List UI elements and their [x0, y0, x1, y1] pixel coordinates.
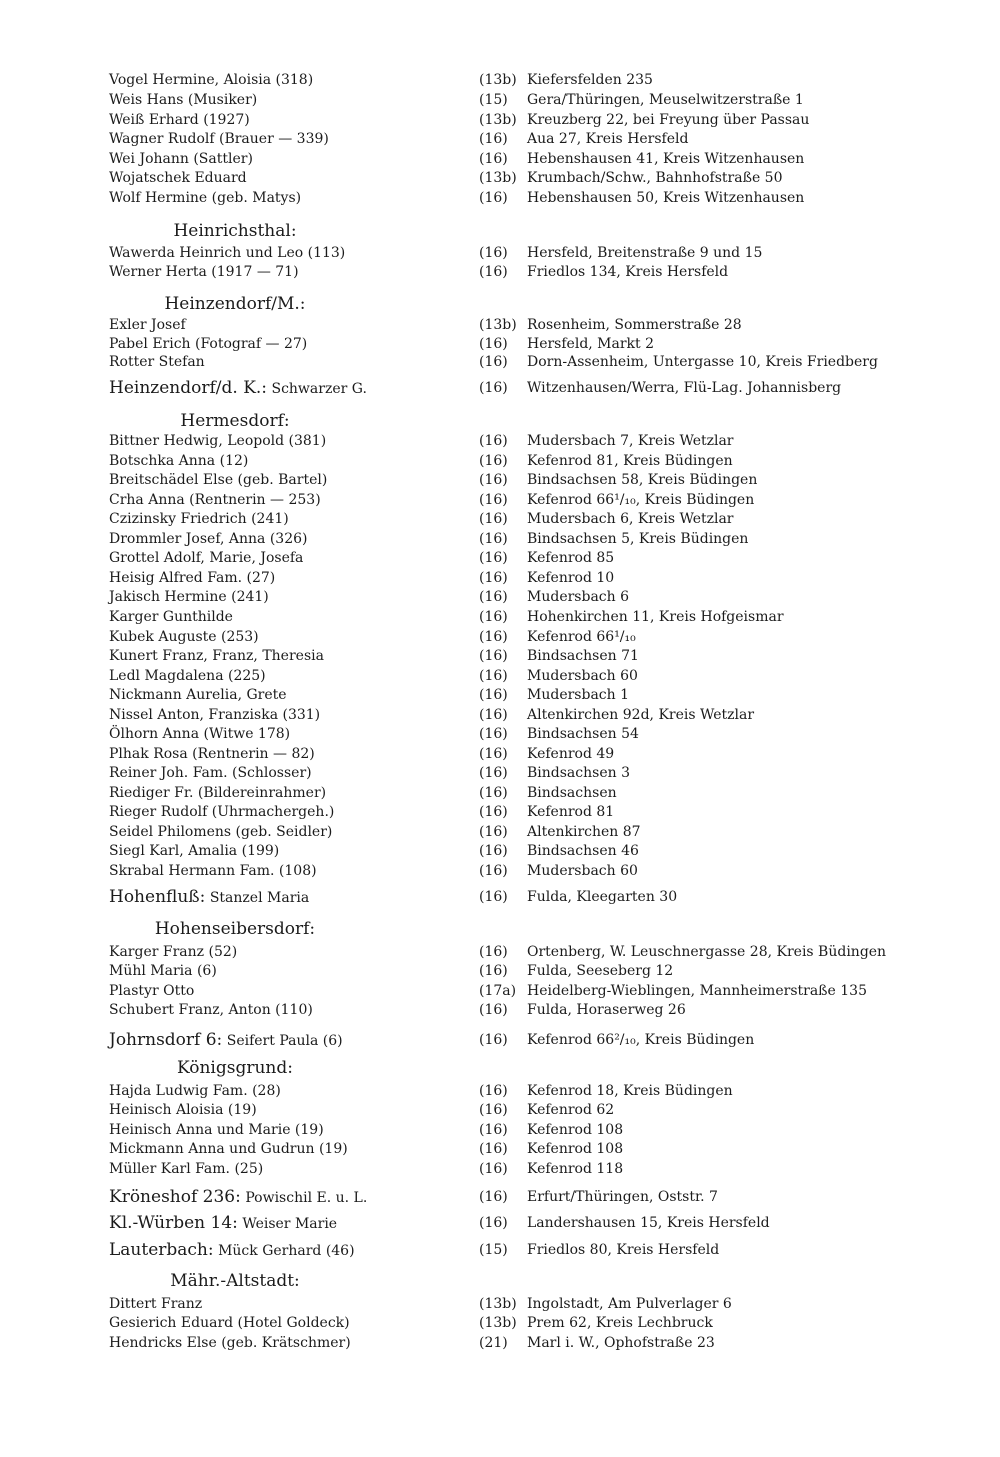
address: Bindsachsen 71: [527, 648, 639, 664]
list-item: [0, 822, 1000, 842]
person-name: Heisig Alfred Fam. (27): [109, 570, 276, 586]
postal-zone: (16): [479, 629, 508, 645]
person-name: Nissel Anton, Franziska (331): [109, 707, 321, 723]
person-name: Schubert Franz, Anton (110): [109, 1002, 313, 1018]
list-item: [0, 129, 1000, 149]
address: Kefenrod 85: [527, 550, 615, 566]
person-name: Siegl Karl, Amalia (199): [109, 843, 280, 859]
address: Hebenshausen 50, Kreis Witzenhausen: [527, 190, 805, 206]
address: Heidelberg-Wieblingen, Mannheimerstraße 135: [527, 983, 867, 999]
list-item: [0, 724, 1000, 744]
person-name: Stanzel Maria: [209, 890, 310, 906]
postal-zone: (16): [479, 264, 508, 280]
list-item: [0, 378, 1000, 398]
postal-zone: (16): [479, 245, 508, 261]
address: Fulda, Horaserweg 26: [527, 1002, 686, 1018]
list-item: [0, 168, 1000, 188]
postal-zone: (13b): [479, 1315, 517, 1331]
list-item: [0, 1139, 1000, 1159]
address: Krumbach/Schw., Bahnhofstraße 50: [527, 170, 783, 186]
list-item: [0, 315, 1000, 335]
postal-zone: (17a): [479, 983, 517, 999]
address: Hersfeld, Breitenstraße 9 und 15: [527, 245, 763, 261]
list-item: [0, 783, 1000, 803]
postal-zone: (13b): [479, 112, 517, 128]
postal-zone: (16): [479, 824, 508, 840]
person-name: Werner Herta (1917 — 71): [109, 264, 299, 280]
list-item: [0, 243, 1000, 263]
postal-zone: (16): [479, 472, 508, 488]
person-name: Vogel Hermine, Aloisia (318): [109, 72, 314, 88]
address: Bindsachsen 3: [527, 765, 630, 781]
address: Fulda, Kleegarten 30: [527, 889, 678, 905]
list-item: [0, 587, 1000, 607]
postal-zone: (13b): [479, 72, 517, 88]
postal-zone: (16): [479, 531, 508, 547]
person-name: Weiser Marie: [242, 1216, 338, 1232]
list-item: [0, 568, 1000, 588]
address: Mudersbach 1: [527, 687, 629, 703]
address: Kefenrod 108: [527, 1141, 624, 1157]
list-item: [0, 1159, 1000, 1179]
address: Aua 27, Kreis Hersfeld: [527, 131, 689, 147]
list-item: [0, 1213, 1000, 1233]
person-name: Seidel Philomens (geb. Seidler): [109, 824, 333, 840]
postal-zone: (16): [479, 1002, 508, 1018]
postal-zone: (16): [479, 609, 508, 625]
person-name: Rotter Stefan: [109, 354, 205, 370]
person-name: Pabel Erich (Fotograf — 27): [109, 336, 308, 352]
list-item: [0, 262, 1000, 282]
list-item: [0, 529, 1000, 549]
postal-zone: (16): [479, 1189, 508, 1205]
list-item: [0, 470, 1000, 490]
person-name: Wolf Hermine (geb. Matys): [109, 190, 302, 206]
address: Bindsachsen 58, Kreis Büdingen: [527, 472, 758, 488]
postal-zone: (13b): [479, 170, 517, 186]
address: Kefenrod 66²/₁₀, Kreis Büdingen: [527, 1032, 755, 1048]
place-heading: Johrnsdorf 6:: [109, 1030, 223, 1050]
person-name: Reiner Joh. Fam. (Schlosser): [109, 765, 312, 781]
person-name: Dittert Franz: [109, 1296, 203, 1312]
address: Marl i. W., Ophofstraße 23: [527, 1335, 715, 1351]
place-heading: Heinrichsthal:: [173, 221, 297, 241]
list-item: [0, 607, 1000, 627]
postal-zone: (16): [479, 963, 508, 979]
address: Mudersbach 60: [527, 668, 638, 684]
address: Kefenrod 108: [527, 1122, 624, 1138]
person-name: Ledl Magdalena (225): [109, 668, 266, 684]
postal-zone: (16): [479, 765, 508, 781]
list-item: [0, 802, 1000, 822]
place-heading: Kl.-Würben 14:: [109, 1213, 238, 1233]
place-heading: Hohenfluß:: [109, 887, 206, 907]
address: Kiefersfelden 235: [527, 72, 653, 88]
person-name: Hendricks Else (geb. Krätschmer): [109, 1335, 351, 1351]
list-item: [0, 841, 1000, 861]
person-name: Bittner Hedwig, Leopold (381): [109, 433, 327, 449]
address: Erfurt/Thüringen, Oststr. 7: [527, 1189, 718, 1205]
address: Dorn-Assenheim, Untergasse 10, Kreis Friedberg: [527, 354, 878, 370]
list-item: [0, 334, 1000, 354]
list-item: [0, 490, 1000, 510]
address: Ingolstadt, Am Pulverlager 6: [527, 1296, 732, 1312]
person-name: Breitschädel Else (geb. Bartel): [109, 472, 328, 488]
address: Ortenberg, W. Leuschnergasse 28, Kreis Büdingen: [527, 944, 887, 960]
address: Altenkirchen 87: [527, 824, 641, 840]
list-item: [0, 90, 1000, 110]
address: Gera/Thüringen, Meuselwitzerstraße 1: [527, 92, 804, 108]
postal-zone: (16): [479, 1102, 508, 1118]
postal-zone: (16): [479, 550, 508, 566]
postal-zone: (16): [479, 843, 508, 859]
address: Friedlos 80, Kreis Hersfeld: [527, 1242, 720, 1258]
postal-zone: (16): [479, 492, 508, 508]
postal-zone: (16): [479, 354, 508, 370]
address: Fulda, Seeseberg 12: [527, 963, 674, 979]
person-name: Kunert Franz, Franz, Theresia: [109, 648, 324, 664]
postal-zone: (16): [479, 453, 508, 469]
postal-zone: (16): [479, 151, 508, 167]
person-name: Kubek Auguste (253): [109, 629, 259, 645]
person-name: Mickmann Anna und Gudrun (19): [109, 1141, 348, 1157]
postal-zone: (16): [479, 131, 508, 147]
postal-zone: (16): [479, 1141, 508, 1157]
list-item: [0, 627, 1000, 647]
list-item: [0, 1333, 1000, 1353]
person-name: Weis Hans (Musiker): [109, 92, 258, 108]
list-item: [0, 451, 1000, 471]
list-item: [0, 1000, 1000, 1020]
postal-zone: (16): [479, 380, 508, 396]
postal-zone: (16): [479, 336, 508, 352]
person-name: Wagner Rudolf (Brauer — 339): [109, 131, 329, 147]
address: Bindsachsen: [527, 785, 617, 801]
postal-zone: (15): [479, 92, 508, 108]
list-item: [0, 431, 1000, 451]
list-item: [0, 1081, 1000, 1101]
list-item: [0, 1240, 1000, 1260]
address: Kefenrod 118: [527, 1161, 624, 1177]
address: Hersfeld, Markt 2: [527, 336, 655, 352]
postal-zone: (16): [479, 1032, 508, 1048]
address: Landershausen 15, Kreis Hersfeld: [527, 1215, 770, 1231]
list-item: [0, 861, 1000, 881]
postal-zone: (16): [479, 190, 508, 206]
list-item: [0, 1313, 1000, 1333]
postal-zone: (16): [479, 589, 508, 605]
person-name: Heinisch Aloisia (19): [109, 1102, 257, 1118]
place-heading: Kröneshof 236:: [109, 1187, 241, 1207]
list-item: [0, 149, 1000, 169]
place-heading: Heinzendorf/d. K.:: [109, 378, 268, 398]
address: Kreuzberg 22, bei Freyung über Passau: [527, 112, 810, 128]
list-item: [0, 70, 1000, 90]
list-item: [0, 666, 1000, 686]
postal-zone: (16): [479, 804, 508, 820]
postal-zone: (13b): [479, 317, 517, 333]
address: Bindsachsen 46: [527, 843, 639, 859]
postal-zone: (16): [479, 1215, 508, 1231]
address: Rosenheim, Sommerstraße 28: [527, 317, 742, 333]
postal-zone: (21): [479, 1335, 508, 1351]
list-item: [0, 1030, 1000, 1050]
person-name: Weiß Erhard (1927): [109, 112, 250, 128]
address: Mudersbach 6: [527, 589, 629, 605]
person-name: Karger Gunthilde: [109, 609, 233, 625]
postal-zone: (16): [479, 889, 508, 905]
person-name: Riediger Fr. (Bildereinrahmer): [109, 785, 327, 801]
person-name: Grottel Adolf, Marie, Josefa: [109, 550, 304, 566]
address: Kefenrod 10: [527, 570, 615, 586]
list-item: [0, 981, 1000, 1001]
address: Altenkirchen 92d, Kreis Wetzlar: [527, 707, 755, 723]
person-name: Czizinsky Friedrich (241): [109, 511, 289, 527]
list-item: [0, 887, 1000, 907]
postal-zone: (16): [479, 648, 508, 664]
address: Prem 62, Kreis Lechbruck: [527, 1315, 713, 1331]
postal-zone: (16): [479, 707, 508, 723]
address: Kefenrod 81, Kreis Büdingen: [527, 453, 733, 469]
place-heading: Lauterbach:: [109, 1240, 214, 1260]
postal-zone: (16): [479, 1161, 508, 1177]
person-name: Crha Anna (Rentnerin — 253): [109, 492, 321, 508]
address: Kefenrod 66¹/₁₀: [527, 629, 636, 645]
postal-zone: (15): [479, 1242, 508, 1258]
postal-zone: (16): [479, 1122, 508, 1138]
person-name: Seifert Paula (6): [226, 1033, 343, 1049]
list-item: [0, 685, 1000, 705]
address: Mudersbach 6, Kreis Wetzlar: [527, 511, 734, 527]
person-name: Müller Karl Fam. (25): [109, 1161, 264, 1177]
postal-zone: (16): [479, 746, 508, 762]
person-name: Nickmann Aurelia, Grete: [109, 687, 287, 703]
address: Kefenrod 49: [527, 746, 615, 762]
person-name: Exler Josef: [109, 317, 186, 333]
person-name: Ölhorn Anna (Witwe 178): [109, 726, 291, 742]
list-item: [0, 744, 1000, 764]
person-name: Skrabal Hermann Fam. (108): [109, 863, 317, 879]
address: Bindsachsen 54: [527, 726, 639, 742]
person-name: Mühl Maria (6): [109, 963, 217, 979]
postal-zone: (16): [479, 687, 508, 703]
list-item: [0, 961, 1000, 981]
list-item: [0, 1294, 1000, 1314]
list-item: [0, 942, 1000, 962]
person-name: Gesierich Eduard (Hotel Goldeck): [109, 1315, 350, 1331]
address: Kefenrod 62: [527, 1102, 615, 1118]
address: Hohenkirchen 11, Kreis Hofgeismar: [527, 609, 784, 625]
address: Kefenrod 66¹/₁₀, Kreis Büdingen: [527, 492, 755, 508]
person-name: Plhak Rosa (Rentnerin — 82): [109, 746, 315, 762]
person-name: Wei Johann (Sattler): [109, 151, 253, 167]
list-item: [0, 548, 1000, 568]
postal-zone: (16): [479, 668, 508, 684]
list-item: [0, 1187, 1000, 1207]
list-item: [0, 646, 1000, 666]
postal-zone: (16): [479, 726, 508, 742]
address: Bindsachsen 5, Kreis Büdingen: [527, 531, 749, 547]
list-item: [0, 1100, 1000, 1120]
person-name: Jakisch Hermine (241): [109, 589, 269, 605]
list-item: [0, 509, 1000, 529]
list-item: [0, 188, 1000, 208]
list-item: [0, 705, 1000, 725]
place-heading: Königsgrund:: [177, 1058, 293, 1078]
person-name: Heinisch Anna und Marie (19): [109, 1122, 324, 1138]
address: Mudersbach 60: [527, 863, 638, 879]
postal-zone: (16): [479, 511, 508, 527]
person-name: Hajda Ludwig Fam. (28): [109, 1083, 281, 1099]
postal-zone: (16): [479, 863, 508, 879]
postal-zone: (13b): [479, 1296, 517, 1312]
person-name: Mück Gerhard (46): [218, 1243, 355, 1259]
address: Friedlos 134, Kreis Hersfeld: [527, 264, 729, 280]
postal-zone: (16): [479, 944, 508, 960]
postal-zone: (16): [479, 785, 508, 801]
person-name: Schwarzer G.: [271, 381, 367, 397]
person-name: Drommler Josef, Anna (326): [109, 531, 308, 547]
postal-zone: (16): [479, 1083, 508, 1099]
address: Hebenshausen 41, Kreis Witzenhausen: [527, 151, 805, 167]
address: Kefenrod 81: [527, 804, 615, 820]
list-item: [0, 352, 1000, 372]
person-name: Wawerda Heinrich und Leo (113): [109, 245, 346, 261]
address: Mudersbach 7, Kreis Wetzlar: [527, 433, 734, 449]
place-heading: Hermesdorf:: [180, 411, 290, 431]
list-item: [0, 110, 1000, 130]
person-name: Rieger Rudolf (Uhrmachergeh.): [109, 804, 335, 820]
person-name: Botschka Anna (12): [109, 453, 249, 469]
address: Witzenhausen/Werra, Flü-Lag. Johannisberg: [527, 380, 842, 396]
person-name: Karger Franz (52): [109, 944, 238, 960]
postal-zone: (16): [479, 433, 508, 449]
place-heading: Heinzendorf/M.:: [164, 294, 306, 314]
person-name: Plastyr Otto: [109, 983, 195, 999]
place-heading: Mähr.-Altstadt:: [170, 1271, 300, 1291]
person-name: Wojatschek Eduard: [109, 170, 247, 186]
postal-zone: (16): [479, 570, 508, 586]
list-item: [0, 763, 1000, 783]
list-item: [0, 1120, 1000, 1140]
address: Kefenrod 18, Kreis Büdingen: [527, 1083, 733, 1099]
person-name: Powischil E. u. L.: [245, 1190, 368, 1206]
place-heading: Hohenseibersdorf:: [154, 919, 316, 939]
